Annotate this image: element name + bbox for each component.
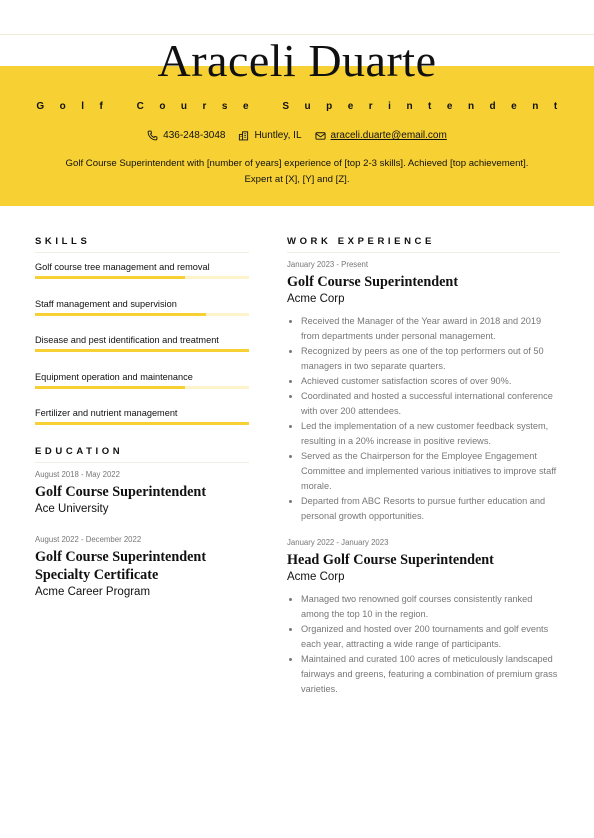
experience-bullet: • Achieved customer satisfaction scores of over 90%. — [301, 374, 560, 389]
experience-entry — [287, 538, 560, 697]
skill-bar-fill — [35, 313, 206, 316]
location-text: Huntley, IL — [254, 130, 302, 141]
experience-list — [287, 260, 560, 697]
education-date: August 2018 - May 2022 — [35, 469, 120, 479]
skill-item — [35, 334, 249, 363]
experience-bullet: • Served as the Chairperson for the Employee Engagement Committee and implemented various initiatives to improve staff morale. — [301, 449, 560, 494]
skill-bar-fill — [35, 422, 249, 425]
education-school: Ace University — [35, 502, 109, 515]
education-degree: Golf Course Superintendent — [35, 483, 207, 500]
experience-company: Acme Corp — [287, 571, 345, 583]
skill-bar-track — [35, 349, 249, 352]
experience-bullets — [287, 314, 560, 524]
skill-bar-track — [35, 422, 249, 425]
left-column — [35, 236, 249, 598]
skill-bar-fill — [35, 386, 185, 389]
experience-bullet: • Departed from ABC Resorts to pursue further education and personal growth opportunities. — [301, 494, 560, 524]
skill-item — [35, 261, 249, 290]
education-date: August 2022 - December 2022 — [35, 534, 142, 544]
experience-date: January 2022 - January 2023 — [287, 538, 389, 547]
summary-text: Golf Course Superintendent with [number of years] experience of [top 2-3 skills]. Achieved [top achievement]. Expert at [X], [Y] and [Z]. — [65, 158, 529, 185]
experience-company: Acme Corp — [287, 293, 345, 305]
candidate-name: Araceli Duarte — [157, 35, 437, 86]
contact-row — [0, 130, 594, 141]
experience-title: Head Golf Course Superintendent — [287, 552, 494, 568]
education-entry — [35, 535, 249, 598]
skill-item — [35, 371, 249, 400]
experience-bullet: • Led the implementation of a new customer feedback system, resulting in a 20% increase in positive reviews. — [301, 419, 560, 449]
skills-list — [35, 261, 249, 436]
skill-label: Fertilizer and nutrient management — [35, 408, 178, 418]
skill-label: Staff management and supervision — [35, 298, 177, 309]
experience-bullet: • Received the Manager of the Year award in 2018 and 2019 from departments under personal management. — [301, 314, 560, 344]
skill-bar-track — [35, 313, 249, 316]
skill-item — [35, 407, 249, 436]
skill-label: Golf course tree management and removal — [35, 262, 210, 272]
experience-title: Golf Course Superintendent — [287, 274, 459, 290]
phone-text: 436-248-3048 — [163, 130, 226, 141]
skill-label: Equipment operation and maintenance — [35, 371, 193, 382]
skill-item — [35, 298, 249, 327]
experience-bullet: • Coordinated and hosted a successful international conference with over 200 attendees. — [301, 389, 560, 419]
experience-bullets — [287, 592, 560, 697]
education-school: Acme Career Program — [35, 585, 151, 598]
skill-bar-track — [35, 276, 249, 279]
mailbox-icon — [315, 130, 326, 141]
skill-label: Disease and pest identification and treatment — [35, 335, 219, 345]
education-list — [35, 470, 249, 598]
experience-entry — [287, 260, 560, 524]
email-link[interactable]: araceli.duarte@email.com — [330, 130, 447, 141]
skills-heading: SKILLS — [35, 236, 249, 253]
skill-bar-fill — [35, 276, 185, 279]
experience-bullet: • Managed two renowned golf courses consistently ranked among the top 10 in the region. — [301, 592, 560, 622]
phone-icon — [147, 130, 158, 141]
experience-date: January 2023 - Present — [287, 260, 369, 269]
education-entry — [35, 470, 249, 515]
contact-location — [238, 130, 301, 141]
education-degree: Golf Course Superintendent Specialty Certificate — [35, 548, 207, 583]
skill-bar-fill — [35, 349, 249, 352]
education-heading: EDUCATION — [35, 446, 249, 463]
skill-bar-track — [35, 386, 249, 389]
candidate-role: Golf Course Superintendent — [36, 101, 573, 112]
right-column — [287, 236, 560, 697]
contact-phone — [147, 130, 225, 141]
experience-bullet: • Organized and hosted over 200 tournaments and golf events each year, attracting a wide range of participants. — [301, 622, 560, 652]
experience-bullet: • Recognized by peers as one of the top performers out of 50 managers in two separate quarters. — [301, 344, 560, 374]
building-icon — [238, 130, 249, 141]
contact-email[interactable] — [315, 130, 447, 141]
experience-heading: WORK EXPERIENCE — [287, 236, 560, 253]
experience-bullet: • Maintained and curated 100 acres of meticulously landscaped fairways and greens, featuring a combination of premium grass varieties. — [301, 652, 560, 697]
